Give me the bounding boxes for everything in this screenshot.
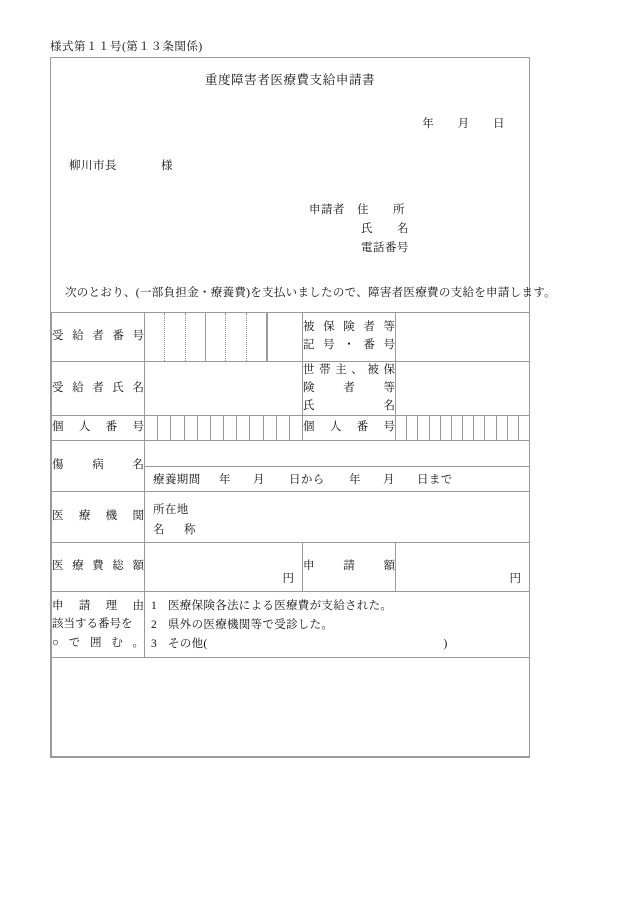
reason-option-3-close: ) [443, 637, 448, 650]
segment-group [145, 313, 206, 361]
date-month-label: 月 [457, 118, 470, 130]
claim-amount-input-area [396, 543, 529, 591]
total-fee-label: 医療費総額 [52, 543, 145, 592]
my-number-label-right: 個人番号 [303, 416, 396, 441]
householder-name-field[interactable] [396, 361, 530, 415]
segment-group [206, 313, 267, 361]
period-month-label: 月 [253, 474, 265, 487]
my-number-boxes-right [396, 416, 529, 440]
claim-amount-field[interactable] [396, 543, 530, 592]
my-number-cell[interactable] [211, 416, 224, 440]
addressee-honorific: 様 [161, 160, 173, 172]
my-number-cell[interactable] [430, 416, 441, 440]
table-row-recipient-number [52, 312, 530, 361]
my-number-cell[interactable] [224, 416, 237, 440]
my-number-cell[interactable] [158, 416, 171, 440]
reason-option-1[interactable] [151, 597, 529, 616]
recipient-number-field[interactable] [145, 312, 303, 361]
treatment-period-row [145, 467, 529, 492]
insured-symbol-label-line1: 被保険者等 [303, 321, 395, 334]
householder-label-line1: 世帯主、被保 [303, 363, 395, 376]
my-number-cell[interactable] [485, 416, 496, 440]
reason-label-line1: 申請理由 [52, 599, 144, 612]
segment-cell[interactable] [186, 313, 205, 361]
applicant-address-label: 住 所 [357, 204, 405, 216]
disease-period-split [145, 441, 529, 491]
insured-symbol-label [303, 312, 396, 361]
disease-name-field[interactable] [145, 441, 529, 467]
reason-option-3-number: 3 [151, 637, 158, 650]
reason-option-2-number: 2 [151, 618, 158, 631]
recipient-number-label: 受給者番号 [52, 312, 145, 361]
my-number-cell[interactable] [519, 416, 529, 440]
page-title: 重度障害者医療費支給申請書 [204, 73, 376, 87]
my-number-cell[interactable] [396, 416, 407, 440]
reason-options-list [145, 592, 529, 657]
segment-cell[interactable] [247, 313, 266, 361]
segment-cell[interactable] [145, 313, 165, 361]
total-fee-input-area [145, 543, 302, 591]
applicant-name-row [309, 220, 529, 239]
my-number-cell[interactable] [497, 416, 508, 440]
householder-label-line2: 険 者 等 [303, 381, 395, 394]
addressee-name: 柳川市長 [69, 160, 117, 172]
reason-option-2-text: 県外の医療機関等で受診した。 [168, 618, 334, 631]
householder-name-label [303, 361, 396, 415]
my-number-cell[interactable] [463, 416, 474, 440]
institution-field[interactable] [145, 492, 530, 543]
addressee-line [51, 131, 529, 173]
period-day-to-label: 日まで [417, 474, 453, 487]
date-day-label: 日 [493, 118, 505, 130]
reason-label-line3: ○で囲む。 [52, 637, 144, 650]
period-year-label: 年 [219, 474, 231, 487]
insured-symbol-label-line2: 記号・番号 [303, 338, 395, 351]
lead-sentence: 次のとおり、(一部負担金・療養費)を支払いましたので、障害者医療費の支給を申請します。 [65, 286, 556, 299]
reason-options-cell [145, 592, 530, 658]
reason-option-2[interactable] [151, 616, 529, 635]
form-header-block [51, 58, 556, 312]
reason-label-line2: 該当する番号を [52, 618, 133, 631]
my-number-cell[interactable] [452, 416, 463, 440]
applicant-name-label: 氏 名 [361, 222, 409, 235]
institution-label: 医療機関 [52, 492, 145, 543]
segment-tail-cell[interactable] [267, 313, 302, 361]
my-number-cell[interactable] [418, 416, 429, 440]
recipient-name-field[interactable] [145, 361, 303, 415]
applicant-phone-label: 電話番号 [361, 241, 409, 254]
table-row-reason [52, 592, 530, 658]
recipient-number-segments [145, 313, 302, 361]
reason-option-3-text: その他( [168, 637, 208, 650]
applicant-prefix-label: 申請者 [309, 204, 345, 216]
disease-label: 傷病名 [52, 441, 145, 492]
disease-and-period-cell [145, 441, 530, 492]
date-year-label: 年 [422, 118, 435, 130]
recipient-name-label: 受給者氏名 [52, 361, 145, 415]
period-month2-label: 月 [383, 474, 395, 487]
my-number-cell[interactable] [250, 416, 263, 440]
table-row-recipient-name [52, 361, 530, 415]
reason-option-1-number: 1 [151, 600, 158, 613]
total-fee-field[interactable] [145, 543, 303, 592]
institution-address-label: 所在地 [153, 504, 189, 517]
claim-amount-label: 申請額 [303, 543, 396, 592]
my-number-cell[interactable] [185, 416, 198, 440]
period-day-from-label: 日から [289, 474, 325, 487]
my-number-cell[interactable] [171, 416, 184, 440]
my-number-boxes-left [145, 416, 302, 440]
table-row-fees [52, 543, 530, 592]
applicant-block [51, 173, 529, 258]
claim-amount-unit: 円 [509, 573, 521, 586]
my-number-field-left[interactable] [145, 416, 303, 441]
reason-option-3[interactable] [151, 635, 529, 654]
segment-cell[interactable] [206, 313, 226, 361]
insured-symbol-field[interactable] [396, 312, 530, 361]
my-number-label-left: 個人番号 [52, 416, 145, 441]
reason-option-1-text: 医療保険各法による医療費が支給された。 [168, 600, 393, 613]
my-number-cell[interactable] [407, 416, 418, 440]
form-outer-frame [50, 57, 556, 758]
my-number-cell[interactable] [237, 416, 250, 440]
my-number-cell[interactable] [508, 416, 519, 440]
segment-cell[interactable] [226, 313, 246, 361]
notes-free-area[interactable] [52, 658, 530, 757]
institution-inner [145, 494, 529, 540]
householder-label-line3: 氏 名 [303, 399, 395, 412]
table-row-notes [52, 658, 530, 757]
table-row-my-number [52, 416, 530, 441]
my-number-cell[interactable] [277, 416, 290, 440]
applicant-address-row [309, 201, 529, 220]
application-table [51, 312, 530, 757]
form-number-label: 様式第１１号(第１３条関係) [50, 41, 203, 53]
period-year2-label: 年 [349, 474, 361, 487]
my-number-cell[interactable] [441, 416, 452, 440]
my-number-cell[interactable] [290, 416, 302, 440]
my-number-cell[interactable] [198, 416, 211, 440]
total-fee-unit: 円 [282, 573, 294, 586]
table-row-institution [52, 492, 530, 543]
my-number-cell[interactable] [145, 416, 158, 440]
date-line [51, 88, 529, 131]
institution-name-label: 名 称 [153, 524, 200, 537]
applicant-phone-row [309, 239, 529, 258]
treatment-period-label: 療養期間 [153, 474, 201, 487]
reason-label [52, 592, 145, 658]
segment-cell[interactable] [165, 313, 185, 361]
my-number-cell[interactable] [474, 416, 485, 440]
table-row-disease [52, 441, 530, 492]
my-number-field-right[interactable] [396, 416, 530, 441]
my-number-cell[interactable] [264, 416, 277, 440]
